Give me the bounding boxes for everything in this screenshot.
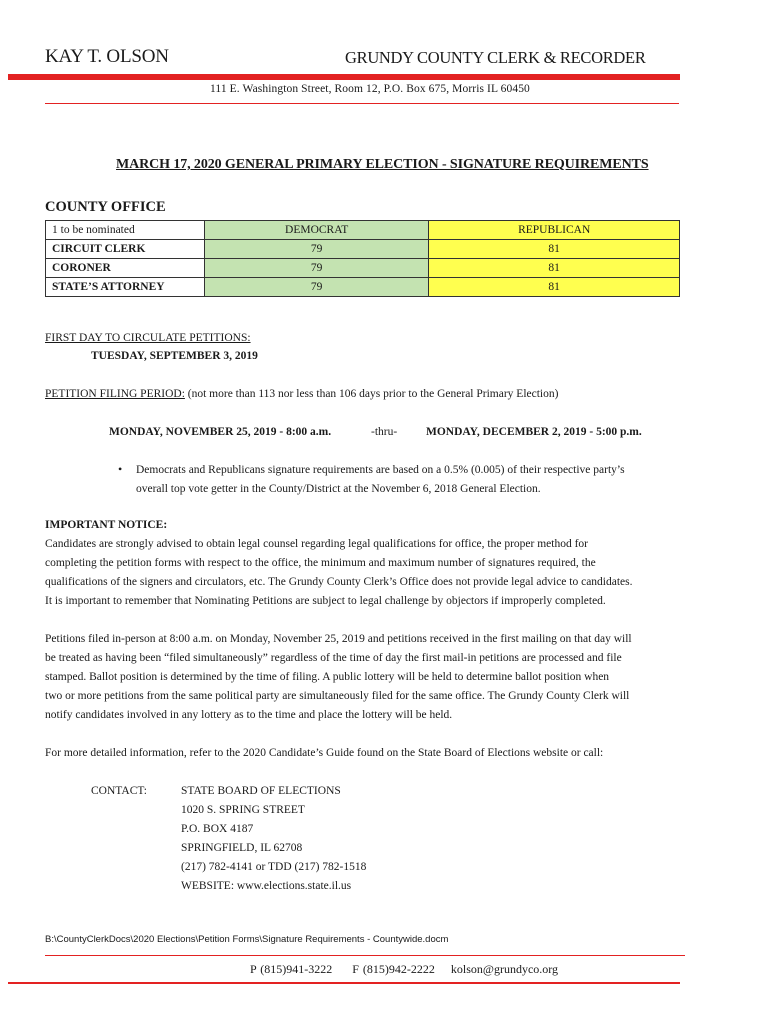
republican-cell: 81 [429,240,680,259]
bullet-icon: • [118,462,123,476]
table-header-row [46,221,680,240]
filing-period [45,385,558,404]
republican-header: REPUBLICAN [429,221,680,240]
office-cell: CORONER [46,259,205,278]
section-heading: COUNTY OFFICE [45,199,166,215]
republican-cell: 81 [429,278,680,297]
office-cell: STATE’S ATTORNEY [46,278,205,297]
contact-website: WEBSITE: www.elections.state.il.us [181,880,352,892]
more-info: For more detailed information, refer to the 2020 Candidate’s Guide found on the State Board of Elections website or call: [45,747,604,759]
bullet-line: Democrats and Republicans signature requirements are based on a 0.5% (0.005) of their respective party’s [136,464,625,476]
petitions-line: two or more petitions from the same political party are simultaneously filed for the same office. The Grundy County Clerk will [45,690,630,702]
democrat-cell: 79 [205,240,429,259]
notice-line: Candidates are strongly advised to obtain legal counsel regarding legal qualifications for office, the proper method for [45,538,588,550]
signature-table [45,220,680,297]
notice-line: qualifications of the signers and circulators, etc. The Grundy County Clerk’s Office does not provide legal advice to candidates. [45,576,633,588]
document-title: MARCH 17, 2020 GENERAL PRIMARY ELECTION - SIGNATURE REQUIREMENTS [116,157,649,172]
filing-period-label: PETITION FILING PERIOD: [45,388,185,400]
table-header-cell: 1 to be nominated [46,221,205,240]
contact-line: STATE BOARD OF ELECTIONS [181,785,341,797]
office-cell: CIRCUIT CLERK [46,240,205,259]
contact-line: 1020 S. SPRING STREET [181,804,305,816]
footer-email: kolson@grundyco.org [450,962,559,976]
petitions-line: notify candidates involved in any lottery as to the time and place the lottery will be held. [45,709,453,721]
filing-end: MONDAY, DECEMBER 2, 2019 - 5:00 p.m. [426,426,642,438]
contact-line: SPRINGFIELD, IL 62708 [181,842,303,854]
petitions-line: be treated as having been “filed simultaneously” regardless of the time of day the first mail-in petitions are processed and file [45,652,622,664]
notice-heading: IMPORTANT NOTICE: [45,519,168,531]
contact-line: (217) 782-4141 or TDD (217) 782-1518 [181,861,367,873]
office-address: 111 E. Washington Street, Room 12, P.O. Box 675, Morris IL 60450 [210,83,530,95]
notice-line: It is important to remember that Nominating Petitions are subject to legal challenge by objectors if improperly completed. [45,595,606,607]
bullet-line: overall top vote getter in the County/District at the November 6, 2018 General Election. [136,483,541,495]
first-day-date: TUESDAY, SEPTEMBER 3, 2019 [91,350,258,362]
table-row [46,240,680,259]
footer-contact [250,962,558,977]
table-row [46,259,680,278]
footer-phone: P (815)941-3222 [250,962,333,976]
contact-line: P.O. BOX 4187 [181,823,254,835]
democrat-cell: 79 [205,259,429,278]
footer-bottom-rule [8,982,680,984]
democrat-cell: 79 [205,278,429,297]
file-path: B:\CountyClerkDocs\2020 Elections\Petition Forms\Signature Requirements - Countywide.docm [45,934,449,945]
table-row [46,278,680,297]
notice-line: completing the petition forms with respect to the office, the minimum and maximum number of signatures required, the [45,557,596,569]
filing-period-note: (not more than 113 nor less than 106 days prior to the General Primary Election) [184,388,559,400]
petitions-line: Petitions filed in-person at 8:00 a.m. on Monday, November 25, 2019 and petitions received in the first mailing on that day will [45,633,632,645]
contact-label: CONTACT: [91,785,148,797]
filing-thru: -thru- [371,426,398,438]
header-divider [8,74,680,80]
first-day-label: FIRST DAY TO CIRCULATE PETITIONS: [45,332,251,344]
filing-start: MONDAY, NOVEMBER 25, 2019 - 8:00 a.m. [109,426,332,438]
footer-fax: F (815)942-2222 [352,962,435,976]
clerk-name: KAY T. OLSON [45,46,169,67]
address-divider [45,103,679,104]
democrat-header: DEMOCRAT [205,221,429,240]
republican-cell: 81 [429,259,680,278]
footer-divider [45,955,685,956]
petitions-line: stamped. Ballot position is determined by the time of filing. A public lottery will be held to determine ballot position when [45,671,610,683]
office-title: GRUNDY COUNTY CLERK & RECORDER [345,48,646,67]
